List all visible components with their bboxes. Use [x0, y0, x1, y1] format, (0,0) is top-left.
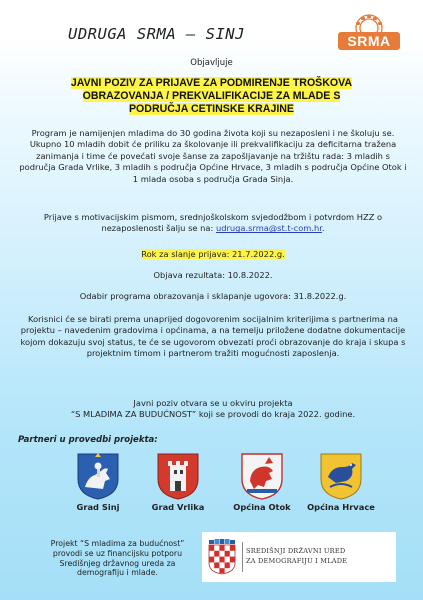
deadline-text: Rok za slanje prijava: 21.7.2022.g.: [141, 249, 285, 259]
intro-paragraph: Program je namijenjen mladima do 30 godina života koji su nezaposleni i ne školuju se. Ukupno 10 mladih dobit će priliku za školovanje ili prekvalifikaciju za deficitarna tražena zanimanja i time će povećati svoje šanse za zapošljavanje na tržištu rada: 3 mladih s područja Grada Vrlike, 3 mladih s područja Općine Hrvace, 3 mladih s područja Općine Otok i 1 mlada osoba s područja Grada Sinja.: [19, 128, 407, 184]
application-text: Prijave s motivacijskim pismom, srednjoškolskom svjedodžbom i potvrdom HZZ o nezaposlenosti šalju se na:: [43, 212, 383, 234]
organization-name: UDRUGA SRMA – SINJ: [68, 25, 245, 43]
funding-line-2: provodi se uz financijsku potporu: [52, 548, 183, 558]
results-date: Objava rezultata: 10.8.2022.: [153, 270, 273, 280]
ministry-divider: [242, 542, 243, 572]
deadline-row: [18, 249, 408, 260]
email-link[interactable]: udruga.srma@st.t-com.hr: [215, 223, 322, 234]
title-line-1: JAVNI POZIV ZA PRIJAVE ZA PODMIRENJE TROŠKOVA: [70, 77, 353, 89]
ministry-line-1: SREDIŠNJI DRŽAVNI URED: [246, 547, 346, 555]
title-line-3: PODRUČJA CETINSKE KRAJINE: [128, 103, 294, 115]
lion-crest-icon: [239, 451, 285, 501]
partner-name-vrlika: Grad Vrlika: [151, 502, 205, 512]
criteria-paragraph: Korisnici će se birati prema unaprijed dogovorenim socijalnim kriterijima s partnerima na projektu – navedenim gradovima i općinama, a na temelju priložene dodatne dokumentacije kojom dokazuju svoj status, te će se ugovorom obvezati proći obrazovanje do kraja i skupa s projektnim timom i partnerom tražiti mogućnosti zaposlenja.: [20, 314, 406, 359]
ministry-line-2: ZA DEMOGRAFIJU I MLADE: [246, 557, 348, 565]
partner-name-sinj: Grad Sinj: [76, 502, 120, 512]
spool-icon: [338, 8, 400, 34]
ministry-name: [246, 546, 347, 566]
knight-crest-icon: [75, 451, 121, 501]
srma-logo: [338, 8, 400, 54]
partner-name-hrvace: Općina Hrvace: [307, 502, 375, 512]
project-line-1: Javni poziv otvara se u okviru projekta: [133, 398, 293, 408]
title-line-2: OBRAZOVANJA / PREKVALIFIKACIJE ZA MLADE S: [82, 90, 341, 102]
funding-note: [30, 539, 205, 578]
tower-crest-icon: [155, 451, 201, 501]
funding-line-4: demografiju i mlade.: [77, 568, 158, 578]
application-paragraph: [18, 212, 408, 235]
funding-line-1: Projekt “S mladima za budućnost”: [50, 539, 185, 548]
ministry-logo: [202, 532, 396, 582]
page-title: [30, 77, 393, 116]
partners-label: Partneri u provedbi projekta:: [18, 435, 158, 445]
announces-label: Objavljuje: [190, 58, 233, 68]
funding-line-3: Središnjeg državnog ureda za: [59, 558, 176, 568]
project-paragraph: [18, 398, 408, 421]
bird-crest-icon: [318, 451, 364, 501]
period: .: [321, 223, 325, 234]
project-line-2: “S MLADIMA ZA BUDUĆNOST” koji se provodi do kraja 2022. godine.: [70, 409, 356, 420]
croatian-coat-of-arms-icon: [208, 539, 236, 575]
logo-text: SRMA: [338, 32, 400, 50]
selection-date: Odabir programa obrazovanja i sklapanje ugovora: 31.8.2022.g.: [79, 291, 347, 301]
partner-name-otok: Općina Otok: [233, 502, 291, 512]
